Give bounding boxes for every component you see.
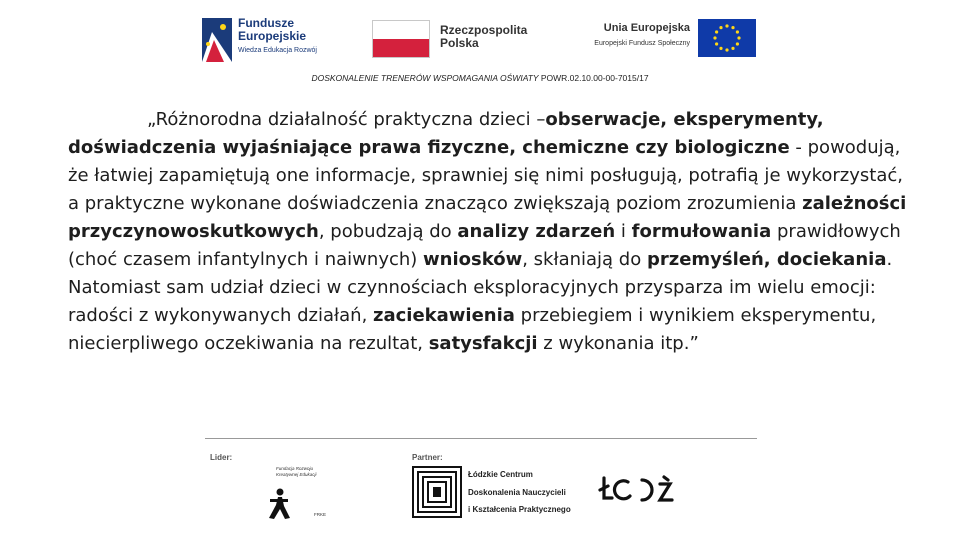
quote-segment: przebiegiem i wynikiem eksperymentu, niecierpliwego oczekiwania na rezultat, (68, 305, 877, 354)
polish-flag-icon (372, 20, 430, 58)
rzeczpospolita-logo (372, 18, 542, 62)
fundacja-logo (262, 466, 342, 522)
quote-emphasis: satysfakcji (428, 333, 538, 354)
quote-segment: „Różnorodna działalność praktyczna dzieci – (147, 109, 546, 130)
project-line (0, 73, 960, 83)
quote-segment: i (615, 221, 632, 242)
fundacja-abbrev: FRKE (314, 512, 327, 517)
quote-segment: . Natomiast sam udział dzieci w czynnościach eksploracyjnych przysparza im wielu emocji: radości z wykonywanych działań, (68, 249, 893, 326)
quote-segment: z wykonania itp.” (537, 333, 699, 354)
quote-segment: - powodują, że łatwiej zapamiętują one informacje, sprawniej się nimi posługują, potrafią je wykorzystać, a praktyczne wykonane doświadczenia znacząco zwiększają poziom zrozumienia (68, 137, 903, 214)
eu-flag-icon (698, 19, 756, 57)
header-logos (198, 10, 760, 64)
lcdn-logo (412, 466, 572, 522)
rzeczpospolita-line2: Polska (440, 36, 479, 50)
fundusze-line2: Europejskie (238, 29, 307, 43)
concentric-squares-icon (412, 466, 462, 518)
project-title: DOSKONALENIE TRENERÓW WSPOMAGANIA OŚWIATY (311, 73, 539, 83)
fundusze-line1: Fundusze (238, 16, 294, 30)
project-number: POWR.02.10.00-00-7015/17 (540, 73, 649, 83)
quote-paragraph (68, 106, 908, 358)
rzeczpospolita-line1: Rzeczpospolita (440, 23, 528, 37)
fundusze-europejskie-logo (198, 14, 348, 64)
unia-line1: Unia Europejska (603, 22, 690, 34)
lider-label: Lider: (210, 453, 233, 462)
quote-emphasis: formułowania (631, 221, 772, 242)
partner-label: Partner: (412, 453, 443, 462)
quote-segment: , skłaniają do (522, 249, 647, 270)
quote-segment: , pobudzają do (318, 221, 458, 242)
fundacja-line2: Kreatywnej Edukacji (276, 472, 317, 477)
quote-emphasis: obserwacje, eksperymenty, doświadczenia wyjaśniające prawa fizyczne, chemiczne czy biologiczne (68, 109, 824, 158)
quote-emphasis: przemyśleń, dociekania (646, 249, 887, 270)
lcdn-line3: i Kształcenia Praktycznego (468, 505, 571, 514)
fundusze-line3: Wiedza Edukacja Rozwój (238, 47, 317, 54)
quote-emphasis: analizy zdarzeń (457, 221, 616, 242)
unia-line2: Europejski Fundusz Społeczny (594, 40, 690, 47)
quote-emphasis: zależności przyczynowoskutkowych (68, 193, 907, 242)
fundacja-line1: Fundacja Rozwoju (276, 466, 314, 471)
quote-emphasis: wniosków (423, 249, 523, 270)
lodz-city-logo-icon (598, 474, 676, 506)
quote-segment: prawidłowych (choć czasem infantylnych i naiwnych) (68, 221, 901, 270)
lcdn-line2: Doskonalenia Nauczycieli (468, 488, 566, 497)
quote-emphasis: zaciekawienia (373, 305, 515, 326)
footer-divider (205, 438, 757, 439)
unia-europejska-logo (568, 18, 760, 62)
lcdn-line1: Łódzkie Centrum (468, 470, 533, 479)
running-figure-icon (266, 488, 292, 520)
fundusze-europejskie-mark-icon (202, 18, 232, 62)
